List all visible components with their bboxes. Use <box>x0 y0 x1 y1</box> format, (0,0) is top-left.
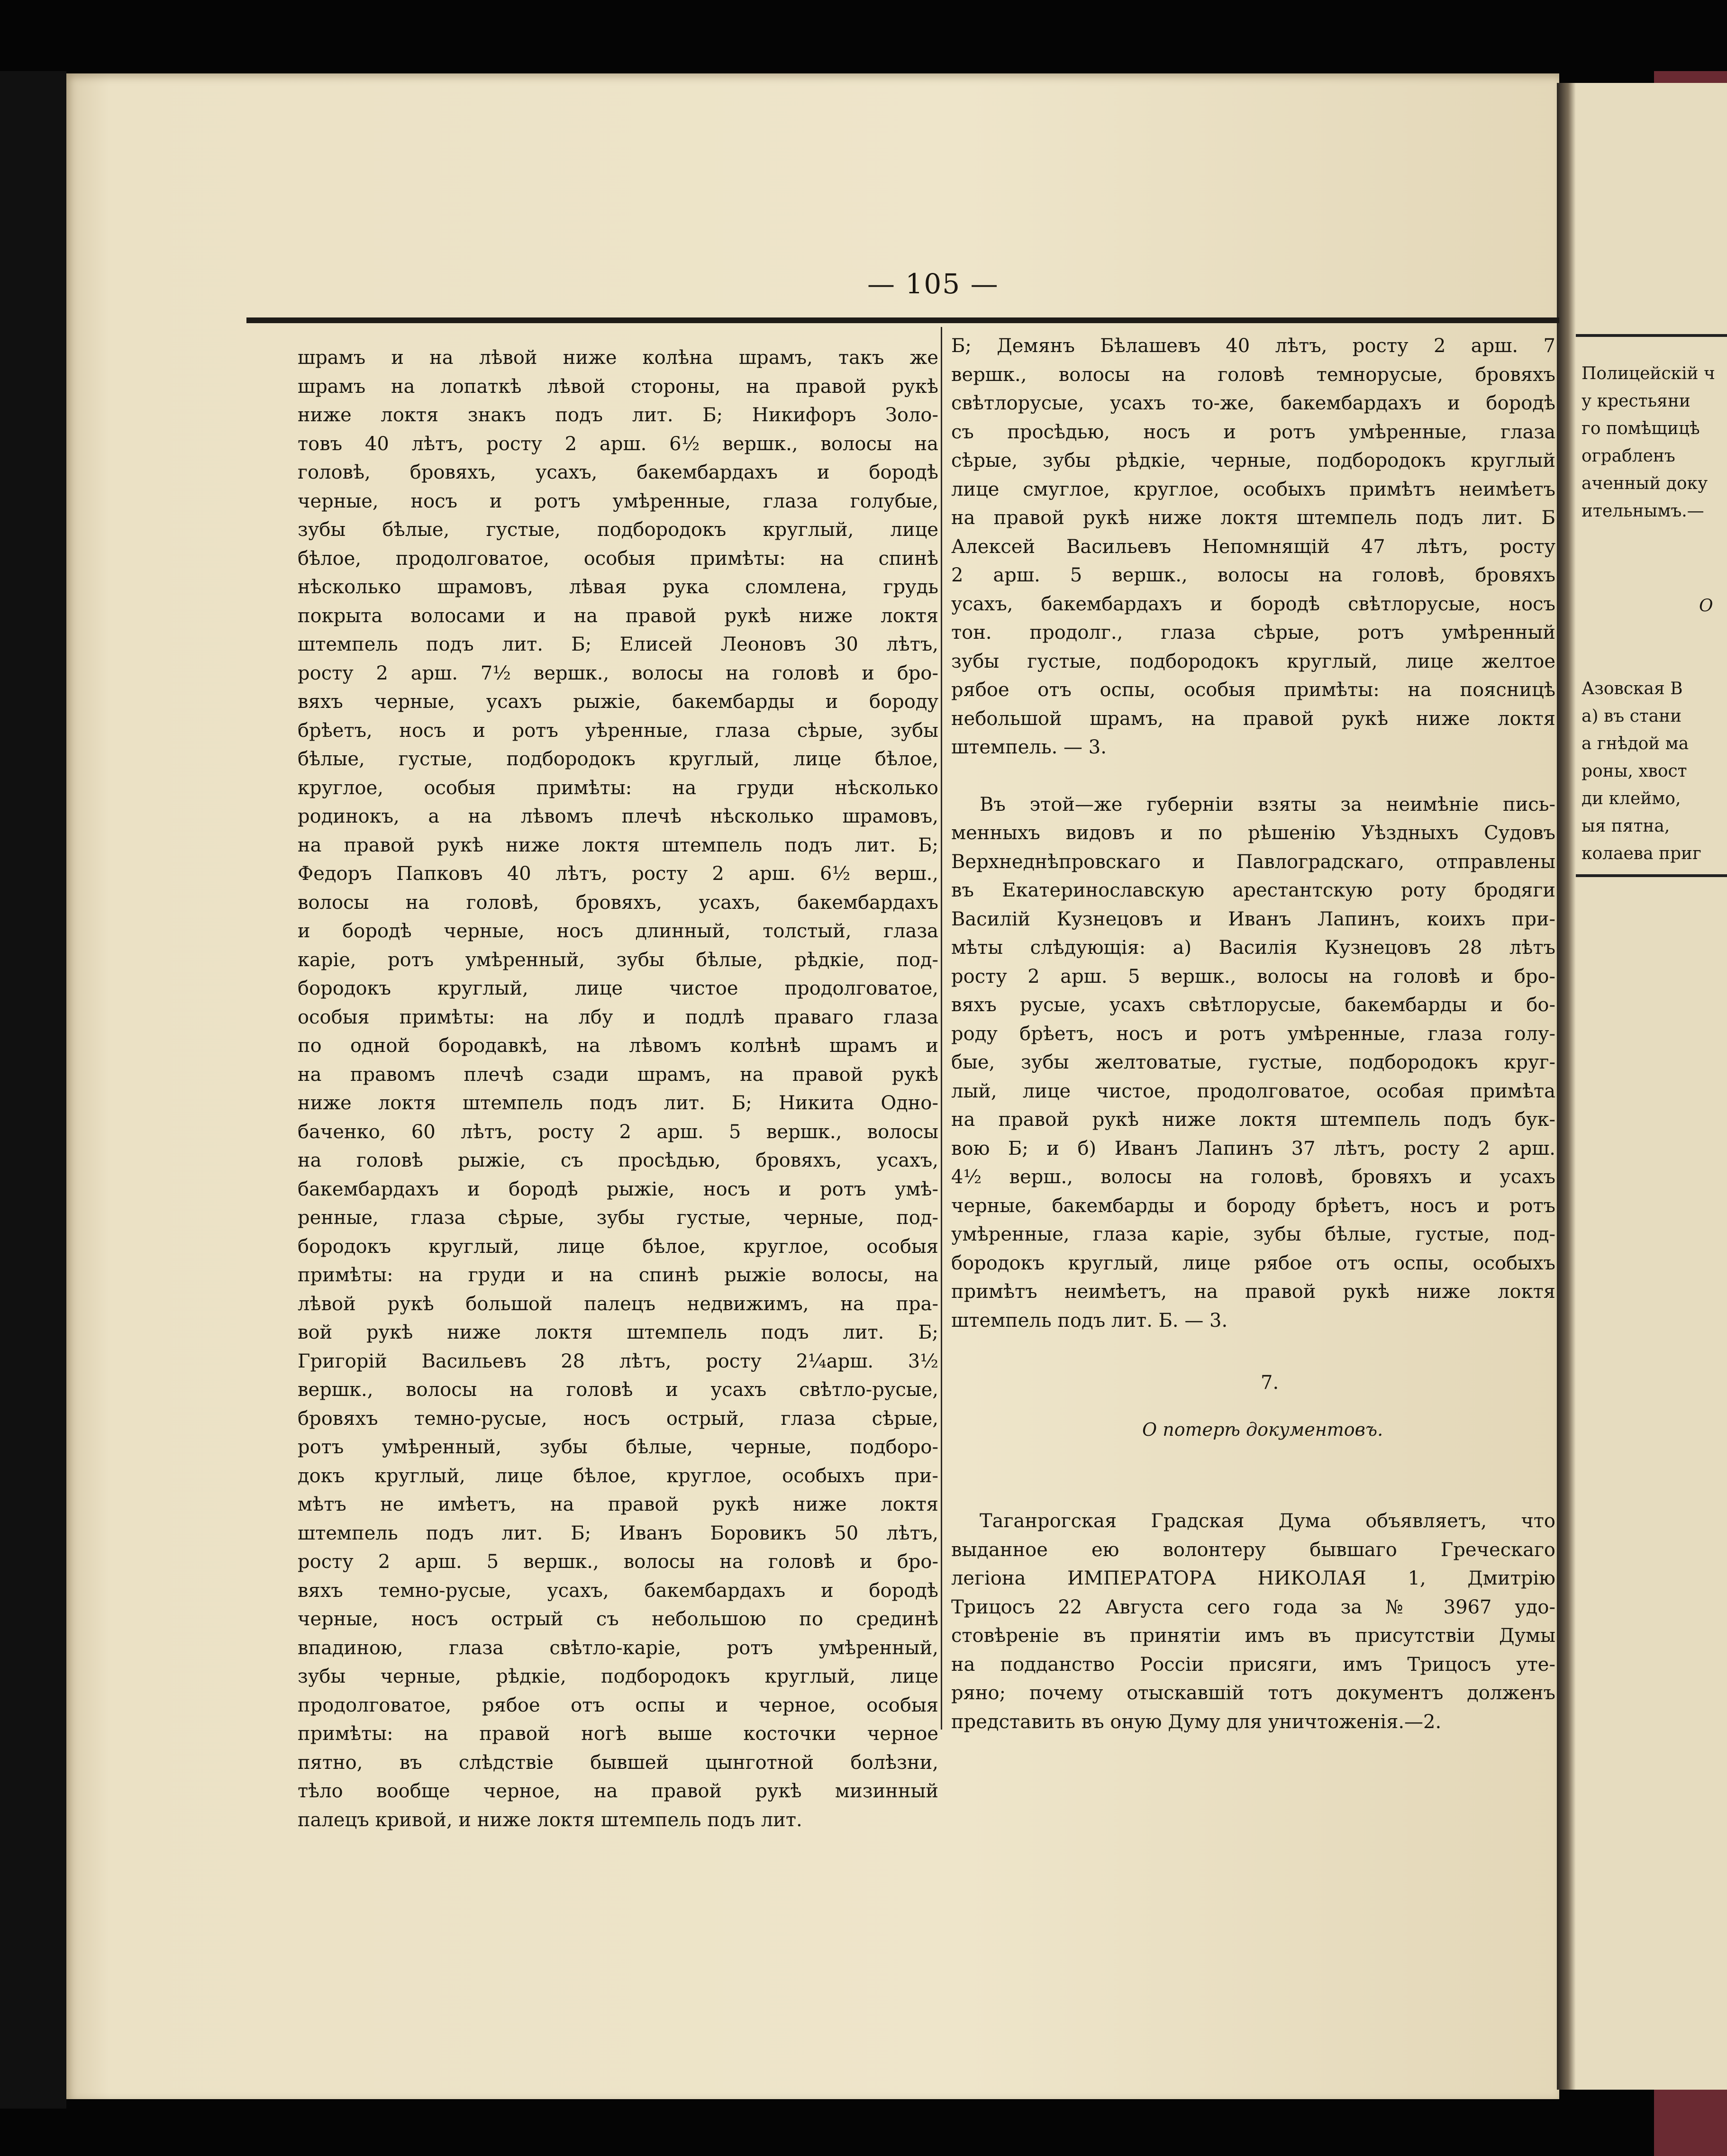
next-page-header-rule <box>1576 334 1727 337</box>
text-line: бородокъ круглый, лице бѣлое, круглое, особыя <box>298 1235 938 1258</box>
text-line: штемпель. — 3. <box>951 736 1107 758</box>
next-page-line: го помѣщицѣ <box>1582 419 1700 438</box>
text-line: нѣсколько шрамовъ, лѣвая рука сломлена, грудь <box>298 576 938 598</box>
text-line: 2 арш. 5 вершк., волосы на головѣ, бровяхъ <box>951 564 1555 586</box>
text-line: и бородѣ черные, носъ длинный, толстый, глаза <box>298 920 938 942</box>
text-line: примѣты: на правой ногѣ выше косточки черное <box>298 1723 938 1745</box>
text-line: съ просѣдью, носъ и ротъ умѣренные, глаза <box>951 421 1555 443</box>
text-line: ниже локтя знакъ подъ лит. Б; Никифоръ Золо- <box>298 404 938 426</box>
text-line: бѣлые, густые, подбородокъ круглый, лице бѣлое, <box>298 748 938 770</box>
text-line: на правой рукѣ ниже локтя штемпель подъ лит. Б <box>951 507 1555 529</box>
text-line: вою Б; и б) Иванъ Лапинъ 37 лѣтъ, росту 2 арш. <box>951 1137 1555 1160</box>
text-line: мѣтъ не имѣетъ, на правой рукѣ ниже локтя <box>298 1494 938 1515</box>
text-line: роду брѣетъ, носъ и ротъ умѣренные, глаза голу- <box>951 1023 1555 1045</box>
text-line: шрамъ на лопаткѣ лѣвой стороны, на правой рукѣ <box>298 375 938 398</box>
paragraph-vagrants <box>951 790 1555 1335</box>
text-line: по одной бородавкѣ, на лѣвомъ колѣнѣ шрамъ и <box>298 1035 938 1057</box>
text-line: росту 2 арш. 7½ вершк., волосы на головѣ и бро- <box>298 662 938 684</box>
text-line: вяхъ русые, усахъ свѣтлорусые, бакембарды и бо- <box>951 994 1555 1016</box>
text-line: баченко, 60 лѣтъ, росту 2 арш. 5 вершк., волосы <box>298 1121 938 1143</box>
text-line: представить въ оную Думу для уничтоженія.—2. <box>951 1711 1442 1733</box>
text-line: выданное ею волонтеру бывшаго Греческаго <box>951 1539 1555 1561</box>
next-page-line: роны, хвост <box>1582 761 1687 781</box>
next-page-line: ограбленъ <box>1582 446 1675 466</box>
text-line: вяхъ темно-русые, усахъ, бакембардахъ и бородѣ <box>298 1579 938 1602</box>
next-page-line: ыя пятна, <box>1582 816 1670 836</box>
text-line: Въ этой—же губерніи взяты за неимѣніе пись- <box>980 793 1555 815</box>
text-line: рябое отъ оспы, особыя примѣты: на поясницѣ <box>951 679 1555 701</box>
next-page-line: а) въ стани <box>1582 707 1682 726</box>
text-line: тѣло вообще черное, на правой рукѣ мизинный <box>298 1780 938 1802</box>
text-line: волосы на головѣ, бровяхъ, усахъ, бакембардахъ <box>298 891 938 914</box>
text-line: бородокъ круглый, лице чистое продолговатое, <box>298 978 938 999</box>
next-page-line: Азовская В <box>1582 679 1683 698</box>
text-line: легіона ИМПЕРАТОРА НИКОЛАЯ 1, Дмитрію <box>951 1567 1555 1589</box>
text-line: Алексей Васильевъ Непомнящій 47 лѣтъ, росту <box>951 535 1555 558</box>
page-gutter <box>1557 83 1576 2090</box>
page-number: — 105 — <box>867 268 999 300</box>
paragraph-continued <box>951 332 1555 762</box>
next-page-line: аченный доку <box>1582 474 1708 493</box>
text-line: бакембардахъ и бородѣ рыжіе, носъ и ротъ умѣ- <box>298 1178 938 1200</box>
text-line: лѣвой рукѣ большой палецъ недвижимъ, на пра- <box>298 1293 938 1315</box>
text-line: бые, зубы желтоватые, густые, подбородокъ круг- <box>951 1051 1555 1073</box>
text-line: ротъ умѣренный, зубы бѣлые, черные, подборо- <box>298 1436 938 1458</box>
text-line: на правой рукѣ ниже локтя штемпель подъ бук- <box>951 1109 1555 1131</box>
right-column-notice <box>951 1507 1555 1736</box>
text-line: менныхъ видовъ и по рѣшенію Уѣздныхъ Судовъ <box>951 822 1555 844</box>
text-line: штемпель подъ лит. Б. — 3. <box>951 1309 1228 1332</box>
text-line: бѣлое, продолговатое, особыя примѣты: на спинѣ <box>298 547 938 570</box>
next-page-line: а гнѣдой ма <box>1582 734 1689 753</box>
text-line: покрыта волосами и на правой рукѣ ниже локтя <box>298 605 938 627</box>
text-line: мѣты слѣдующія: а) Василія Кузнецовъ 28 лѣтъ <box>951 937 1555 959</box>
right-column <box>951 332 1555 1335</box>
text-line: примѣты: на груди и на спинѣ рыжіе волосы, на <box>298 1264 938 1286</box>
text-line: ряно; почему отыскавшій тотъ документъ долженъ <box>951 1682 1555 1704</box>
section-number: 7. <box>1261 1372 1279 1394</box>
text-line: сѣрые, зубы рѣдкіе, черные, подбородокъ круглый <box>951 450 1555 471</box>
text-line: на правомъ плечѣ сзади шрамъ, на правой рукѣ <box>298 1063 938 1086</box>
text-line: Василій Кузнецовъ и Иванъ Лапинъ, коихъ при- <box>951 908 1555 930</box>
next-page-divider <box>1576 874 1727 877</box>
text-line: тон. продолг., глаза сѣрые, ротъ умѣренный <box>951 622 1555 643</box>
next-page-heading: О <box>1699 596 1713 616</box>
text-line: палецъ кривой, и ниже локтя штемпель подъ лит. <box>298 1809 802 1831</box>
binding-left <box>0 71 66 2109</box>
text-line: вой рукѣ ниже локтя штемпель подъ лит. Б; <box>298 1322 938 1343</box>
text-line: усахъ, бакембардахъ и бородѣ свѣтлорусые, носъ <box>951 593 1555 615</box>
text-line: шрамъ и на лѣвой ниже колѣна шрамъ, такъ же <box>298 347 938 369</box>
text-line: зубы черные, рѣдкіе, подбородокъ круглый, лице <box>298 1666 938 1687</box>
text-line: на подданство Россіи присяги, имъ Трицосъ уте- <box>951 1653 1555 1676</box>
text-line: черные, носъ острый съ небольшою по срединѣ <box>298 1608 938 1630</box>
text-line: небольшой шрамъ, на правой рукѣ ниже локтя <box>951 707 1555 730</box>
text-line: на правой рукѣ ниже локтя штемпель подъ лит. Б; <box>298 834 938 856</box>
text-line: свѣтлорусые, усахъ то-же, бакембардахъ и бородѣ <box>951 392 1555 414</box>
text-line: Трицосъ 22 Августа сего года за № 3967 удо- <box>951 1596 1555 1618</box>
text-line: докъ круглый, лице бѣлое, круглое, особыхъ при- <box>298 1465 938 1487</box>
text-line: зубы густые, подбородокъ круглый, лице желтое <box>951 650 1555 672</box>
next-page-line: ительнымъ.— <box>1582 501 1704 521</box>
text-line: Таганрогская Градская Дума объявляетъ, что <box>980 1510 1555 1532</box>
text-line: росту 2 арш. 5 вершк., волосы на головѣ и бро- <box>298 1551 938 1573</box>
text-line: въ Екатеринославскую арестантскую роту бродяги <box>951 879 1555 901</box>
text-line: бровяхъ темно-русые, носъ острый, глаза сѣрые, <box>298 1407 938 1430</box>
text-line: штемпель подъ лит. Б; Иванъ Боровикъ 50 лѣтъ, <box>298 1522 938 1544</box>
text-line: бородокъ круглый, лице рябое отъ оспы, особыхъ <box>951 1252 1555 1274</box>
text-line: лый, лице чистое, продолговатое, особая примѣта <box>951 1080 1555 1102</box>
section-title: О потерѣ документовъ. <box>1142 1419 1383 1440</box>
text-line: Верхнеднѣпровскаго и Павлоградскаго, отправлены <box>951 851 1555 873</box>
text-line: впадиною, глаза свѣтло-каріе, ротъ умѣренный, <box>298 1637 938 1659</box>
text-line: 4½ верш., волосы на головѣ, бровяхъ и усахъ <box>951 1166 1555 1188</box>
text-line: на головѣ рыжіе, съ просѣдью, бровяхъ, усахъ, <box>298 1150 938 1171</box>
text-line: ренные, глаза сѣрые, зубы густые, черные, под- <box>298 1207 938 1229</box>
text-line: лице смуглое, круглое, особыхъ примѣтъ неимѣетъ <box>951 478 1555 500</box>
text-line: особыя примѣты: на лбу и подлѣ праваго глаза <box>298 1006 938 1028</box>
text-line: вяхъ черные, усахъ рыжіе, бакембарды и бороду <box>298 691 938 713</box>
next-page-sliver <box>1557 83 1727 2090</box>
text-line: вершк., волосы на головѣ темнорусые, бровяхъ <box>951 363 1555 386</box>
next-page-line: у крестьяни <box>1582 391 1691 411</box>
text-line: каріе, ротъ умѣренный, зубы бѣлые, рѣдкіе, под- <box>298 949 938 971</box>
column-divider <box>941 327 942 1730</box>
text-line: штемпель подъ лит. Б; Елисей Леоновъ 30 лѣтъ, <box>298 634 938 655</box>
text-line: стовѣреніе въ принятіи имъ въ присутствіи Думы <box>951 1625 1555 1647</box>
next-page-line: Полицейскій ч <box>1582 364 1715 383</box>
header-rule <box>246 317 1559 323</box>
text-line: черные, бакембарды и бороду брѣетъ, носъ и ротъ <box>951 1195 1555 1217</box>
next-page-line: ди клеймо, <box>1582 789 1681 808</box>
left-column <box>298 344 938 1834</box>
text-line: родинокъ, а на лѣвомъ плечѣ нѣсколько шрамовъ, <box>298 806 938 827</box>
text-line: товъ 40 лѣтъ, росту 2 арш. 6½ вершк., волосы на <box>298 433 938 455</box>
text-line: примѣтъ неимѣетъ, на правой рукѣ ниже локтя <box>951 1281 1555 1303</box>
text-line: умѣренные, глаза каріе, зубы бѣлые, густые, под- <box>951 1223 1555 1245</box>
text-line: ниже локтя штемпель подъ лит. Б; Никита Одно- <box>298 1092 938 1114</box>
text-line: вершк., волосы на головѣ и усахъ свѣтло-русые, <box>298 1379 938 1401</box>
text-line: продолговатое, рябое отъ оспы и черное, особыя <box>298 1694 938 1716</box>
next-page-line: колаева приг <box>1582 844 1701 863</box>
text-line: брѣетъ, носъ и ротъ уѣренные, глаза сѣрые, зубы <box>298 719 938 742</box>
text-line: круглое, особыя примѣты: на груди нѣсколько <box>298 777 938 799</box>
text-line: головѣ, бровяхъ, усахъ, бакембардахъ и бородѣ <box>298 462 938 483</box>
text-line: росту 2 арш. 5 вершк., волосы на головѣ и бро- <box>951 965 1555 987</box>
text-line: Б; Демянъ Бѣлашевъ 40 лѣтъ, росту 2 арш. 7 <box>951 335 1555 357</box>
text-line: пятно, въ слѣдствіе бывшей цынготной болѣзни, <box>298 1751 938 1774</box>
text-line: зубы бѣлые, густые, подбородокъ круглый, лице <box>298 519 938 541</box>
text-line: Григорій Васильевъ 28 лѣтъ, росту 2¼арш. 3½ <box>298 1350 938 1372</box>
text-line: Федоръ Папковъ 40 лѣтъ, росту 2 арш. 6½ верш., <box>298 863 938 885</box>
text-line: черные, носъ и ротъ умѣренные, глаза голубые, <box>298 490 938 512</box>
